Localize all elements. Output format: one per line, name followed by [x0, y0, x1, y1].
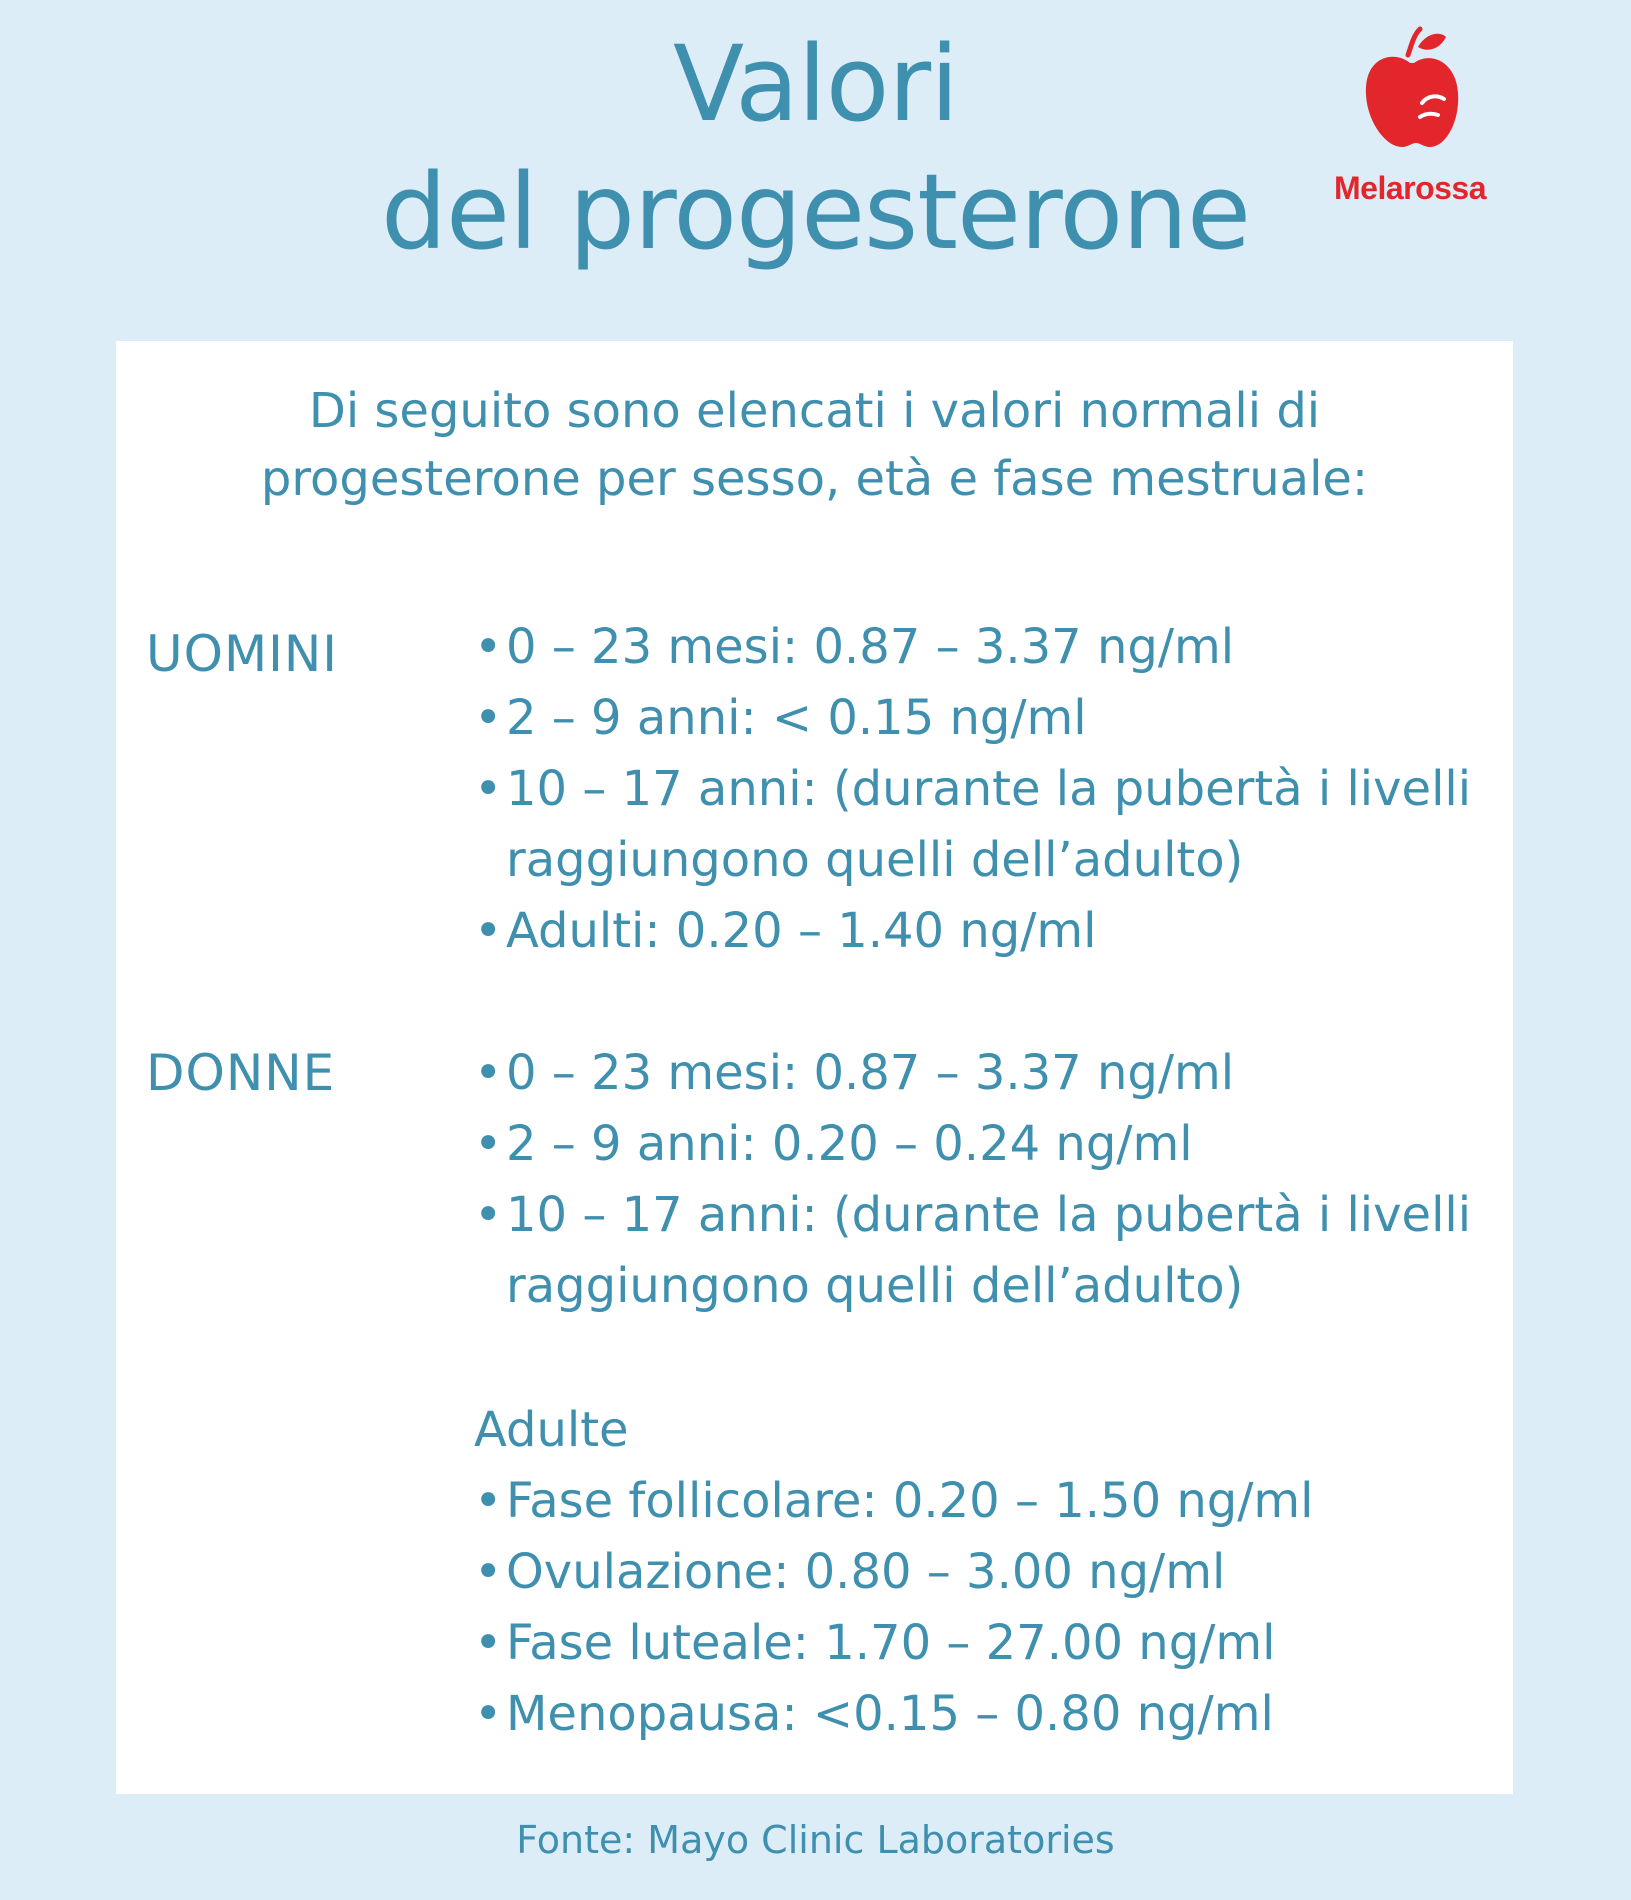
title-line-2: del progesterone	[380, 151, 1250, 273]
brand-name: Melarossa	[1333, 170, 1487, 206]
apple-icon	[1360, 25, 1460, 155]
bullet-icon: •	[474, 1473, 503, 1529]
list-item: • Fase follicolare: 0.20 – 1.50 ng/ml	[474, 1466, 1494, 1537]
list-item: • 10 – 17 anni: (durante la pubertà i livelli raggiungono quelli dell’adulto)	[474, 1180, 1494, 1322]
intro-line-1: Di seguito sono elencati i valori normali di	[308, 383, 1321, 439]
list-item: • Ovulazione: 0.80 – 3.00 ng/ml	[474, 1537, 1494, 1608]
bullet-icon: •	[474, 761, 503, 817]
content-card	[116, 341, 1513, 1794]
bullet-icon: •	[474, 690, 503, 746]
list-item: • 2 – 9 anni: 0.20 – 0.24 ng/ml	[474, 1109, 1494, 1180]
list-item: • 10 – 17 anni: (durante la pubertà i livelli raggiungono quelli dell’adulto)	[474, 754, 1494, 896]
list-item: • 0 – 23 mesi: 0.87 – 3.37 ng/ml	[474, 612, 1494, 683]
men-label: UOMINI	[146, 625, 338, 683]
list-item: • 0 – 23 mesi: 0.87 – 3.37 ng/ml	[474, 1038, 1494, 1109]
title-line-1: Valori	[673, 23, 958, 145]
bullet-icon: •	[474, 903, 503, 959]
women-label: DONNE	[146, 1044, 336, 1102]
source-note: Fonte: Mayo Clinic Laboratories	[516, 1818, 1115, 1862]
bullet-icon: •	[474, 1045, 503, 1101]
bullet-icon: •	[474, 1686, 503, 1742]
adult-women-heading: Adulte	[474, 1402, 629, 1458]
bullet-icon: •	[474, 1544, 503, 1600]
bullet-icon: •	[474, 1615, 503, 1671]
brand-logo	[1320, 25, 1500, 210]
list-item: • Adulti: 0.20 – 1.40 ng/ml	[474, 896, 1494, 967]
list-item: • Menopausa: <0.15 – 0.80 ng/ml	[474, 1679, 1494, 1750]
women-list	[474, 1038, 1494, 1322]
intro-text	[116, 377, 1513, 513]
intro-line-2: progesterone per sesso, età e fase mestruale:	[260, 451, 1369, 507]
adult-women-list	[474, 1466, 1494, 1750]
list-item: • 2 – 9 anni: < 0.15 ng/ml	[474, 683, 1494, 754]
bullet-icon: •	[474, 619, 503, 675]
list-item: • Fase luteale: 1.70 – 27.00 ng/ml	[474, 1608, 1494, 1679]
bullet-icon: •	[474, 1187, 503, 1243]
bullet-icon: •	[474, 1116, 503, 1172]
men-list	[474, 612, 1494, 967]
